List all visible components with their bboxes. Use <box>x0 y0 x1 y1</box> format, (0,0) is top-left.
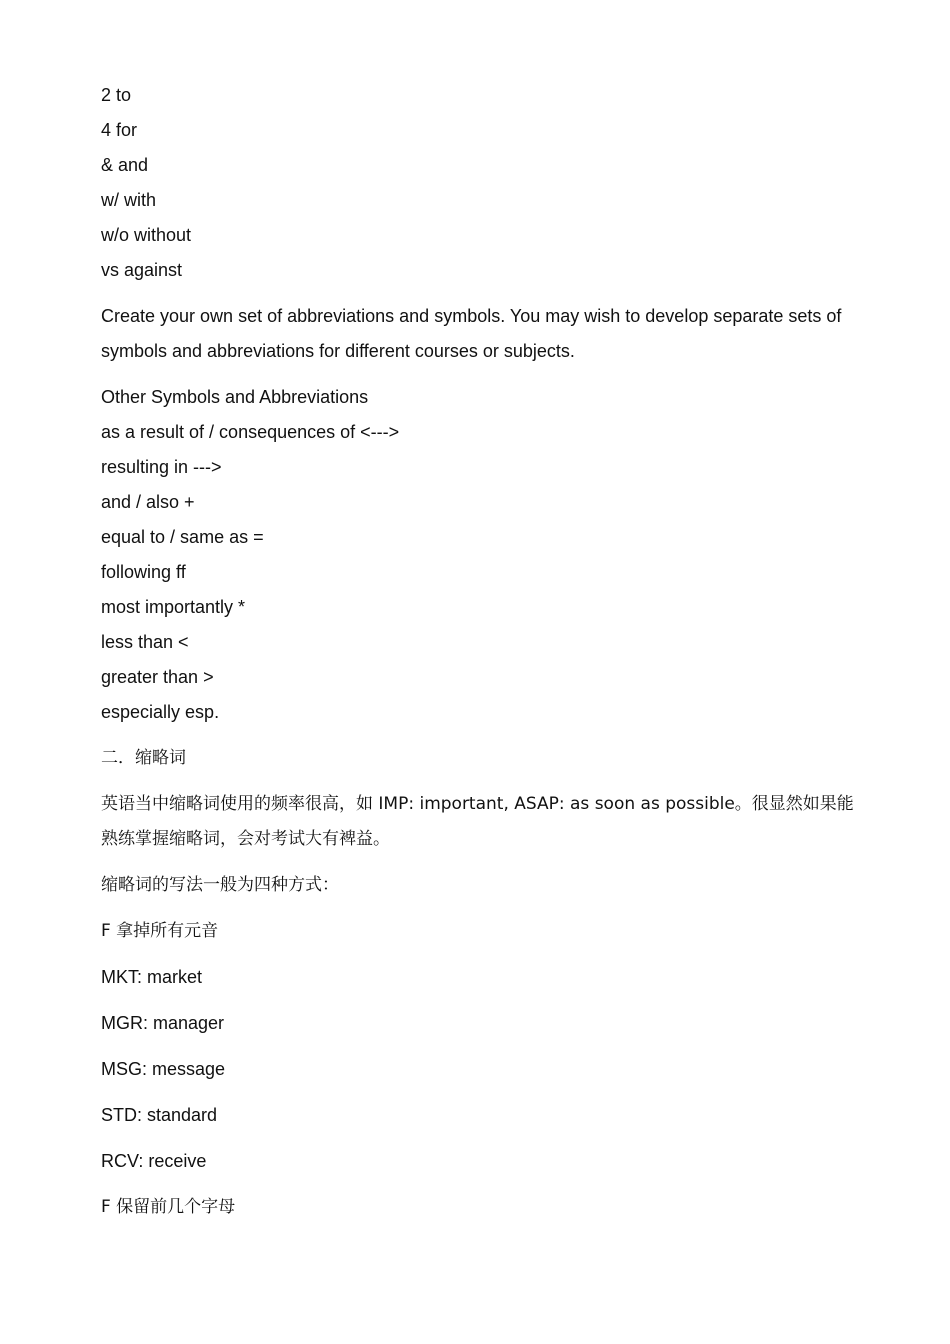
example-item: MSG: message <box>101 1059 226 1079</box>
list-item: 2 to <box>101 85 132 105</box>
example-item: RCV: receive <box>101 1151 207 1171</box>
section-heading-other-symbols: Other Symbols and Abbreviations <box>101 387 369 407</box>
list-item: vs against <box>101 260 183 280</box>
paragraph-create-abbreviations: Create your own set of abbreviations and symbols. You may wish to develop separate sets of symbols and abbreviations for different courses or subjects. <box>101 306 842 361</box>
section-heading-abbreviations: 二．缩略词 <box>101 748 186 768</box>
list-item: especially esp. <box>101 702 220 722</box>
method-title: F 拿掉所有元音 <box>101 921 219 941</box>
methods-title: 缩略词的写法一般为四种方式： <box>101 875 339 895</box>
paragraph-abbreviation-intro: 英语当中缩略词使用的频率很高，如 IMP: important, ASAP: as soon as possible。很显然如果能熟练掌握缩略词，会对考试大有裨益。 <box>101 794 854 849</box>
list-item: w/ with <box>101 190 157 210</box>
list-item: 4 for <box>101 120 138 140</box>
list-item: & and <box>101 155 149 175</box>
document-body <box>101 78 861 1236</box>
example-item: STD: standard <box>101 1105 218 1125</box>
method-title: F 保留前几个字母 <box>101 1197 236 1217</box>
list-item: less than < <box>101 632 189 652</box>
list-item: and / also + <box>101 492 195 512</box>
symbol-list-other <box>101 380 861 730</box>
list-item: following ff <box>101 562 186 582</box>
list-item: equal to / same as = <box>101 527 264 547</box>
method-remove-vowels <box>101 914 861 1236</box>
example-item: MGR: manager <box>101 1013 225 1033</box>
list-item: resulting in ---> <box>101 457 222 477</box>
example-item: MKT: market <box>101 967 203 987</box>
list-item: w/o without <box>101 225 192 245</box>
list-item: most importantly * <box>101 597 246 617</box>
symbol-list-basic <box>101 78 861 288</box>
list-item: greater than > <box>101 667 214 687</box>
list-item: as a result of / consequences of <---> <box>101 422 400 442</box>
